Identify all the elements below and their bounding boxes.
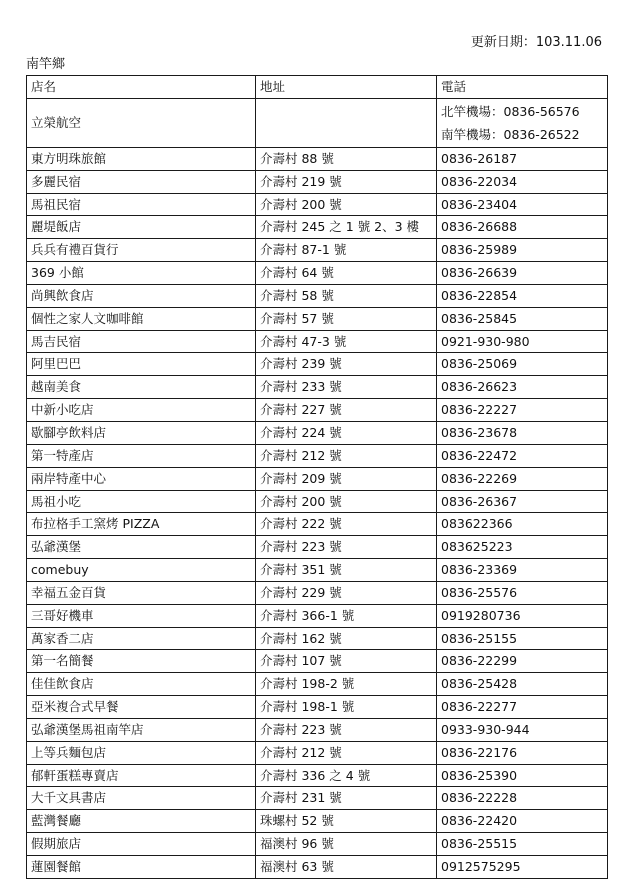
store-address: 介壽村 47-3 號 xyxy=(256,330,437,353)
store-phone: 0836-25155 xyxy=(437,627,608,650)
store-name: 兩岸特產中心 xyxy=(27,467,256,490)
store-address: 介壽村 212 號 xyxy=(256,444,437,467)
store-address: 介壽村 351 號 xyxy=(256,559,437,582)
header-name: 店名 xyxy=(27,76,256,99)
store-phone: 0836-25428 xyxy=(437,673,608,696)
phone-line: 南竿機場：0836-26522 xyxy=(441,126,580,142)
store-phone xyxy=(437,98,608,147)
store-address: 福澳村 63 號 xyxy=(256,856,437,879)
store-name: 蓮園餐館 xyxy=(27,856,256,879)
store-address: 介壽村 198-2 號 xyxy=(256,673,437,696)
store-phone: 0836-22277 xyxy=(437,696,608,719)
update-date: 更新日期：103.11.06 xyxy=(470,35,602,50)
store-address: 介壽村 229 號 xyxy=(256,581,437,604)
table-row xyxy=(27,696,608,719)
store-phone: 0836-22299 xyxy=(437,650,608,673)
store-phone: 0836-26688 xyxy=(437,216,608,239)
store-phone: 083625223 xyxy=(437,536,608,559)
store-phone: 0836-22034 xyxy=(437,170,608,193)
store-name: 上等兵麵包店 xyxy=(27,741,256,764)
table-row xyxy=(27,810,608,833)
table-row xyxy=(27,467,608,490)
store-address: 介壽村 200 號 xyxy=(256,490,437,513)
store-address: 介壽村 233 號 xyxy=(256,376,437,399)
store-name: 大千文具書店 xyxy=(27,787,256,810)
store-name: 麗堤飯店 xyxy=(27,216,256,239)
store-name: 弘爺漢堡馬祖南竿店 xyxy=(27,718,256,741)
table-row xyxy=(27,787,608,810)
store-phone: 0921-930-980 xyxy=(437,330,608,353)
store-name: 越南美食 xyxy=(27,376,256,399)
store-phone: 0836-22176 xyxy=(437,741,608,764)
table-header-row xyxy=(27,76,608,99)
table-row xyxy=(27,399,608,422)
store-address xyxy=(256,98,437,147)
store-name: 尚興飲食店 xyxy=(27,284,256,307)
store-phone: 0836-25069 xyxy=(437,353,608,376)
store-address: 介壽村 162 號 xyxy=(256,627,437,650)
table-row xyxy=(27,376,608,399)
store-phone: 0836-26367 xyxy=(437,490,608,513)
table-row xyxy=(27,262,608,285)
store-name: 東方明珠旅館 xyxy=(27,147,256,170)
store-address: 福澳村 96 號 xyxy=(256,833,437,856)
store-name: comebuy xyxy=(27,559,256,582)
store-name: 三哥好機車 xyxy=(27,604,256,627)
store-phone: 0836-25845 xyxy=(437,307,608,330)
table-row xyxy=(27,833,608,856)
store-phone: 0836-22227 xyxy=(437,399,608,422)
store-name: 個性之家人文咖啡館 xyxy=(27,307,256,330)
table-row xyxy=(27,421,608,444)
store-phone: 083622366 xyxy=(437,513,608,536)
store-address: 介壽村 227 號 xyxy=(256,399,437,422)
store-address: 介壽村 87-1 號 xyxy=(256,239,437,262)
table-row xyxy=(27,581,608,604)
store-address: 介壽村 57 號 xyxy=(256,307,437,330)
store-address: 介壽村 212 號 xyxy=(256,741,437,764)
store-address: 介壽村 222 號 xyxy=(256,513,437,536)
store-phone: 0836-22420 xyxy=(437,810,608,833)
store-name: 藍灣餐廳 xyxy=(27,810,256,833)
table-row xyxy=(27,193,608,216)
store-name: 阿里巴巴 xyxy=(27,353,256,376)
store-address: 介壽村 64 號 xyxy=(256,262,437,285)
store-phone: 0836-25390 xyxy=(437,764,608,787)
table-row xyxy=(27,98,608,147)
table-row xyxy=(27,764,608,787)
header-address: 地址 xyxy=(256,76,437,99)
store-address: 介壽村 366-1 號 xyxy=(256,604,437,627)
table-row xyxy=(27,284,608,307)
table-row xyxy=(27,147,608,170)
store-name: 亞米複合式早餐 xyxy=(27,696,256,719)
store-phone: 0836-22228 xyxy=(437,787,608,810)
table-row xyxy=(27,170,608,193)
store-name: 假期旅店 xyxy=(27,833,256,856)
store-phone: 0912575295 xyxy=(437,856,608,879)
store-address: 介壽村 209 號 xyxy=(256,467,437,490)
store-name: 兵兵有禮百貨行 xyxy=(27,239,256,262)
store-address: 介壽村 200 號 xyxy=(256,193,437,216)
store-phone: 0836-23404 xyxy=(437,193,608,216)
table-row xyxy=(27,559,608,582)
store-address: 介壽村 223 號 xyxy=(256,718,437,741)
store-directory-table xyxy=(26,75,608,879)
store-name: 萬家香二店 xyxy=(27,627,256,650)
store-phone: 0836-25576 xyxy=(437,581,608,604)
store-phone: 0836-22269 xyxy=(437,467,608,490)
table-row xyxy=(27,444,608,467)
table-row xyxy=(27,216,608,239)
store-address: 介壽村 88 號 xyxy=(256,147,437,170)
store-address: 介壽村 107 號 xyxy=(256,650,437,673)
store-name: 布拉格手工窯烤 PIZZA xyxy=(27,513,256,536)
store-address: 介壽村 239 號 xyxy=(256,353,437,376)
phone-line: 北竿機場：0836-56576 xyxy=(441,103,580,119)
store-address: 介壽村 219 號 xyxy=(256,170,437,193)
table-row xyxy=(27,536,608,559)
store-address: 介壽村 198-1 號 xyxy=(256,696,437,719)
table-row xyxy=(27,330,608,353)
header-phone: 電話 xyxy=(437,76,608,99)
store-name: 弘爺漢堡 xyxy=(27,536,256,559)
store-name: 立榮航空 xyxy=(27,98,256,147)
store-phone: 0836-26623 xyxy=(437,376,608,399)
store-address: 介壽村 58 號 xyxy=(256,284,437,307)
township-title: 南竿鄉 xyxy=(26,57,66,72)
store-address: 介壽村 223 號 xyxy=(256,536,437,559)
store-address: 介壽村 245 之 1 號 2、3 樓 xyxy=(256,216,437,239)
table-row xyxy=(27,741,608,764)
store-name: 佳佳飲食店 xyxy=(27,673,256,696)
store-phone: 0836-22472 xyxy=(437,444,608,467)
store-phone: 0836-22854 xyxy=(437,284,608,307)
store-address: 珠螺村 52 號 xyxy=(256,810,437,833)
store-phone: 0836-25989 xyxy=(437,239,608,262)
store-name: 馬祖民宿 xyxy=(27,193,256,216)
table-row xyxy=(27,856,608,879)
store-phone: 0836-23369 xyxy=(437,559,608,582)
table-row xyxy=(27,513,608,536)
store-name: 郁軒蛋糕專賣店 xyxy=(27,764,256,787)
store-phone: 0836-23678 xyxy=(437,421,608,444)
store-name: 第一名簡餐 xyxy=(27,650,256,673)
store-name: 369 小館 xyxy=(27,262,256,285)
store-phone: 0836-26639 xyxy=(437,262,608,285)
table-row xyxy=(27,718,608,741)
store-name: 中新小吃店 xyxy=(27,399,256,422)
store-phone: 0933-930-944 xyxy=(437,718,608,741)
store-name: 第一特產店 xyxy=(27,444,256,467)
table-row xyxy=(27,307,608,330)
store-name: 多麗民宿 xyxy=(27,170,256,193)
store-phone: 0919280736 xyxy=(437,604,608,627)
table-row xyxy=(27,673,608,696)
table-row xyxy=(27,627,608,650)
store-name: 幸福五金百貨 xyxy=(27,581,256,604)
table-row xyxy=(27,650,608,673)
table-row xyxy=(27,353,608,376)
store-address: 介壽村 231 號 xyxy=(256,787,437,810)
store-phone: 0836-25515 xyxy=(437,833,608,856)
table-row xyxy=(27,239,608,262)
store-phone: 0836-26187 xyxy=(437,147,608,170)
store-address: 介壽村 224 號 xyxy=(256,421,437,444)
table-row xyxy=(27,490,608,513)
store-address: 介壽村 336 之 4 號 xyxy=(256,764,437,787)
store-name: 歇腳亭飲料店 xyxy=(27,421,256,444)
table-row xyxy=(27,604,608,627)
store-name: 馬祖小吃 xyxy=(27,490,256,513)
store-name: 馬吉民宿 xyxy=(27,330,256,353)
